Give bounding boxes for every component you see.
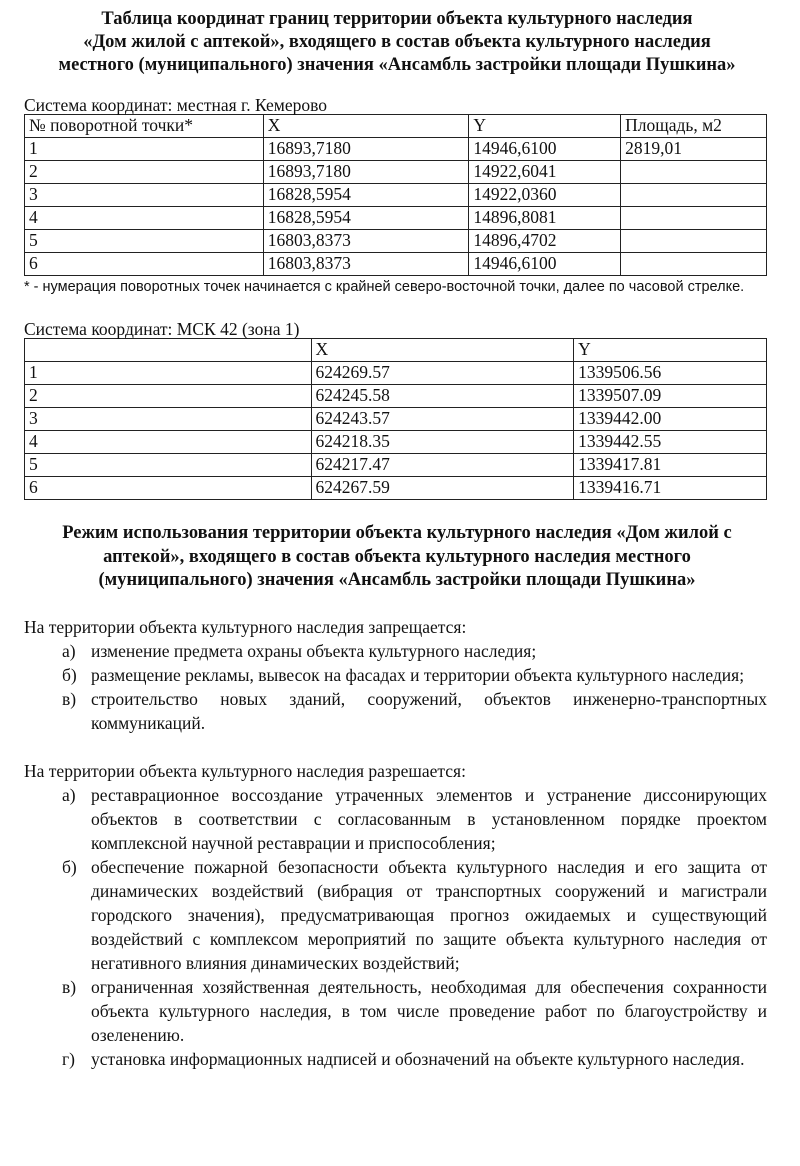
list-item-text: изменение предмета охраны объекта культурного наследия; [91,640,537,661]
list-item [24,855,767,975]
list-marker: г) [62,1048,76,1069]
table-cell: 624267.59 [311,477,574,500]
title-line: местного (муниципального) значения «Ансамбль застройки площади Пушкина» [58,55,736,75]
table1-caption: Система координат: местная г. Кемерово [24,95,327,115]
list-item [24,639,767,663]
regime-title-line: Режим использования территории объекта культурного наследия «Дом жилой с [62,523,732,543]
table-msk42-coordinates [24,338,767,500]
table-cell [621,161,767,184]
list-marker: в) [62,688,77,709]
header-cell: X [263,115,469,138]
table-cell: 624269.57 [311,362,574,385]
table-row [25,184,767,207]
table-cell: 1339442.00 [574,408,767,431]
table-row [25,385,767,408]
list-item [24,687,767,735]
table-cell: 624245.58 [311,385,574,408]
table-cell: 16893,7180 [263,161,469,184]
table-cell: 624218.35 [311,431,574,454]
table-cell: 16803,8373 [263,230,469,253]
table-cell: 16893,7180 [263,138,469,161]
table-cell: 2 [25,385,312,408]
allowed-list [24,783,770,1071]
table-cell: 14896,8081 [469,207,621,230]
list-item [24,975,767,1047]
list-marker: а) [62,784,76,805]
title-line: Таблица координат границ территории объекта культурного наследия [101,9,693,29]
table-cell: 6 [25,477,312,500]
table-header-row [25,339,767,362]
table-cell: 16828,5954 [263,184,469,207]
table-header-row [25,115,767,138]
table-cell: 1339416.71 [574,477,767,500]
regime-title [24,522,770,593]
list-marker: б) [62,856,77,877]
table-row [25,230,767,253]
table-cell [621,184,767,207]
table-cell: 1 [25,362,312,385]
table-row [25,431,767,454]
list-item-text: обеспечение пожарной безопасности объекта культурного наследия и его защита от динамических воздействий (вибрация от транспортных сооружений и магистрали городского значения), предусматривающая прогноз ожидаемых и существующий воздействий с комплексом мероприятий по защите объекта культурного наследия от негативного влияния динамических воздействий; [91,856,767,973]
table-row [25,161,767,184]
table-cell: 624243.57 [311,408,574,431]
prohibited-list [24,639,770,735]
table-row [25,253,767,276]
document-title [24,8,770,77]
list-item-text: размещение рекламы, вывесок на фасадах и территории объекта культурного наследия; [91,664,745,685]
table-cell: 16803,8373 [263,253,469,276]
header-cell: Y [574,339,767,362]
table-cell: 16828,5954 [263,207,469,230]
header-cell: Y [469,115,621,138]
table-cell: 2 [25,161,264,184]
table-cell [621,207,767,230]
regime-title-line: аптекой», входящего в состав объекта культурного наследия местного [103,546,691,567]
table-cell: 3 [25,184,264,207]
header-cell: № поворотной точки* [25,115,264,138]
list-item [24,663,767,687]
table-cell: 14946,6100 [469,138,621,161]
table-local-coordinates [24,114,767,276]
table-cell: 6 [25,253,264,276]
list-item-text: установка информационных надписей и обозначений на объекте культурного наследия. [91,1048,745,1069]
list-marker: а) [62,640,76,661]
table-cell [621,230,767,253]
list-item [24,1047,767,1071]
header-cell [25,339,312,362]
table-row [25,362,767,385]
table-row [25,408,767,431]
table-cell: 2819,01 [621,138,767,161]
table-cell: 5 [25,230,264,253]
table-cell [621,253,767,276]
table-cell: 14946,6100 [469,253,621,276]
list-item-text: строительство новых зданий, сооружений, объектов инженерно-транспортных коммуникаций. [91,688,767,733]
table-cell: 624217.47 [311,454,574,477]
regime-title-line: (муниципального) значения «Ансамбль застройки площади Пушкина» [98,570,696,590]
list-item-text: реставрационное воссоздание утраченных элементов и устранение диссонирующих объектов в соответствии с согласованным в установленном порядке проектом комплексной научной реставрации и приспособления; [91,784,767,853]
table-cell: 14922,6041 [469,161,621,184]
table-row [25,454,767,477]
table-cell: 4 [25,431,312,454]
prohibited-heading: На территории объекта культурного наследия запрещается: [24,616,467,637]
list-item-text: ограниченная хозяйственная деятельность, необходимая для обеспечения сохранности объекта культурного наследия, в том числе проведение работ по благоустройству и озеленению. [91,976,767,1045]
list-marker: в) [62,976,77,997]
table-row [25,138,767,161]
list-item [24,783,767,855]
table-cell: 14896,4702 [469,230,621,253]
title-line: «Дом жилой с аптекой», входящего в состав объекта культурного наследия [83,32,711,52]
allowed-heading: На территории объекта культурного наследия разрешается: [24,760,466,781]
table-cell: 3 [25,408,312,431]
table-cell: 1 [25,138,264,161]
header-cell: Площадь, м2 [621,115,767,138]
table-row [25,207,767,230]
table-cell: 1339507.09 [574,385,767,408]
table-cell: 1339442.55 [574,431,767,454]
list-marker: б) [62,664,77,685]
table-row [25,477,767,500]
table2-caption: Система координат: МСК 42 (зона 1) [24,319,300,339]
table-cell: 1339506.56 [574,362,767,385]
table-cell: 1339417.81 [574,454,767,477]
table1-footnote: * - нумерация поворотных точек начинается с крайней северо-восточной точки, далее по часовой стрелке. [24,279,745,295]
table-cell: 5 [25,454,312,477]
header-cell: X [311,339,574,362]
table-cell: 14922,0360 [469,184,621,207]
table-cell: 4 [25,207,264,230]
